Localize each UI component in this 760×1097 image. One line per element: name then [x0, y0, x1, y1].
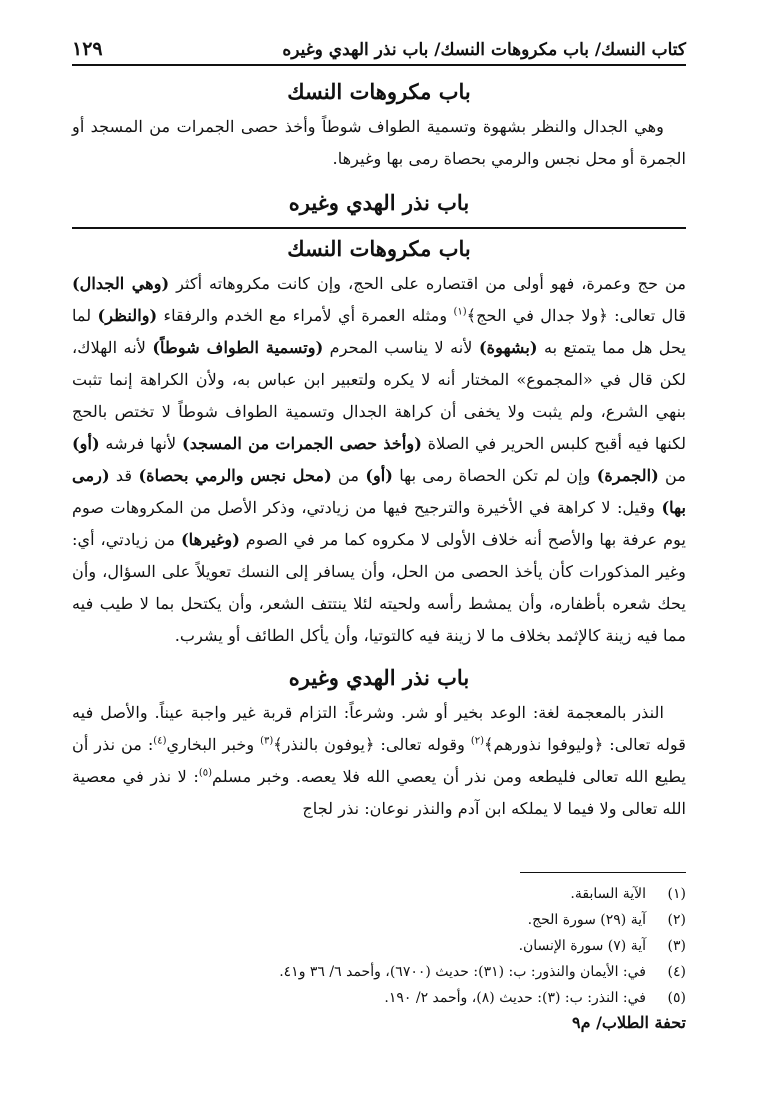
sharh-heading-makruhat: باب مكروهات النسك	[287, 235, 471, 261]
text-run: وقوله تعالى: ﴿يوفون بالنذر﴾	[273, 735, 471, 755]
matn-quote: (وهي الجدال)	[72, 273, 170, 293]
matn-heading-makruhat: باب مكروهات النسك	[287, 79, 471, 104]
section-divider	[72, 227, 686, 229]
footnote-ref: (٢)	[470, 735, 484, 747]
text-run: قال تعالى: ﴿ولا جدال في الحج﴾	[466, 305, 687, 325]
text-run: وإن لم تكن الحصاة رمى بها	[392, 465, 597, 485]
sharh-paragraph-nadhr	[72, 697, 686, 825]
matn-quote: (أو)	[365, 465, 393, 485]
footnotes-section	[72, 872, 686, 1011]
footnote-item	[72, 959, 686, 985]
matn-quote: (وغيرها)	[181, 529, 240, 549]
page-number: ١٢٩	[72, 38, 103, 60]
footnote-item	[72, 985, 686, 1011]
matn-quote: (رمى بها)	[72, 465, 686, 517]
document-page	[72, 30, 686, 1097]
footnote-item	[72, 933, 686, 959]
matn-text: وهي الجدال والنظر بشهوة وتسمية الطواف شوطاً وأخذ حصى الجمرات من المسجد أو الجمرة أو محل نجس والرمي بحصاة رمى بها وغيرها.	[72, 117, 686, 169]
running-header	[72, 30, 686, 66]
text-run: لأنها فرشه	[99, 433, 183, 453]
text-run: من	[658, 465, 687, 485]
footnote-text: آية (٢٩) سورة الحج.	[527, 912, 646, 928]
text-run: لأنه لا يناسب المحرم	[323, 337, 479, 357]
text-run: قد	[109, 465, 139, 485]
text-run: من زيادتي، أي: وغير المذكورات كأن يأخذ الحصى من الحل، وأن يسافر إلى النسك تعويلاً على السؤال، وأن يحك شعره بأظفاره، وأن يمشط رأسه ولحيته لئلا ينتتف الشعر، وأن يكتحل بما لا طيب فيه مما فيه زينة كالإثمد بخلاف ما لا زينة فيه كالتوتيا، وأن يأكل الطائف أو يشرب.	[72, 529, 686, 645]
text-run: : من نذر أن يطيع الله تعالى فليطعه ومن نذر أن يعصي الله فلا يعصه. وخبر مسلم	[72, 735, 686, 787]
footnote-number: (٤)	[667, 964, 686, 980]
text-run: وقيل: لا كراهة في الأخيرة والترجيح فيها من زيادتي، وذكر الأصل من المكروهات صوم يوم عرفة بها والأصح أنه خلاف الأولى لا مكروه كما مر في الصوم	[72, 497, 686, 549]
footnote-ref: (٤)	[153, 735, 167, 747]
text-run: لأنه الهلاك، لكن قال في «المجموع» المختار أنه لا يكره ولتعبير ابن عباس به، ولأن الكراهة إنما تثبت بنهي الشرع، ولم يثبت ولا يخفى أن كراهة الجدال وتسمية الطواف شوطاً لا تختص بالحج لكنها فيه أقبح كلبس الحرير في الصلاة	[72, 337, 687, 453]
sharh-heading-nadhr: باب نذر الهدي وغيره	[288, 664, 470, 690]
matn-quote: (محل نجس والرمي بحصاة)	[138, 465, 332, 485]
footnote-number: (١)	[667, 886, 686, 902]
footnote-text: آية (٧) سورة الإنسان.	[518, 938, 646, 954]
running-title: كتاب النسك/ باب مكروهات النسك/ باب نذر الهدي وغيره	[282, 40, 686, 60]
footnote-separator	[520, 872, 686, 873]
footnote-list	[72, 881, 686, 1011]
footnote-number: (٢)	[667, 912, 686, 928]
printer-signature: تحفة الطلاب/ م٩	[572, 1013, 686, 1032]
footnote-text: الآية السابقة.	[570, 886, 646, 902]
matn-quote: (وأخذ حصى الجمرات من المسجد)	[182, 433, 422, 453]
text-run: من	[331, 465, 366, 485]
text-run: لما يحل هل مما يتمتع به	[72, 305, 686, 357]
footnote-ref: (١)	[453, 306, 467, 318]
matn-quote: (بشهوة)	[478, 337, 538, 357]
footnote-item	[72, 881, 686, 907]
footnote-ref: (٥)	[198, 767, 213, 779]
text-run: من حج وعمرة، فهو أولى من اقتصاره على الحج، وإن كانت مكروهاته أكثر	[169, 273, 686, 293]
matn-heading-nadhr: باب نذر الهدي وغيره	[288, 190, 470, 216]
footnote-text: في: الأيمان والنذور: ب: (٣١): حديث (٦٧٠٠)، وأحمد ٦/ ٣٦ و٤١.	[279, 964, 646, 980]
matn-quote: (والنظر)	[97, 305, 158, 325]
matn-quote: (وتسمية الطواف شوطاً)	[152, 337, 324, 357]
footnote-text: في: النذر: ب: (٣): حديث (٨)، وأحمد ٢/ ١٩٠.	[384, 990, 646, 1006]
matn-quote: (الجمرة)	[596, 465, 659, 485]
footnote-item	[72, 907, 686, 933]
text-run: النذر بالمعجمة لغة: الوعد بخير أو شر. وشرعاً: التزام قربة غير واجبة عيناً. والأصل فيه قوله تعالى: ﴿وليوفوا نذورهم﴾	[72, 703, 686, 755]
text-run: وخبر البخاري	[166, 735, 261, 755]
footnote-number: (٥)	[667, 990, 686, 1006]
text-run: ومثله العمرة أي لأمراء مع الخدم والرفقاء	[157, 305, 454, 325]
footnote-ref: (٣)	[260, 735, 274, 747]
sharh-paragraph-makruhat	[72, 268, 686, 652]
matn-quote: (أو)	[72, 433, 100, 453]
text-run: : لا نذر في معصية الله تعالى ولا فيما لا يملكه ابن آدم والنذر نوعان: نذر لجاج	[72, 767, 686, 819]
footnote-number: (٣)	[667, 938, 686, 954]
